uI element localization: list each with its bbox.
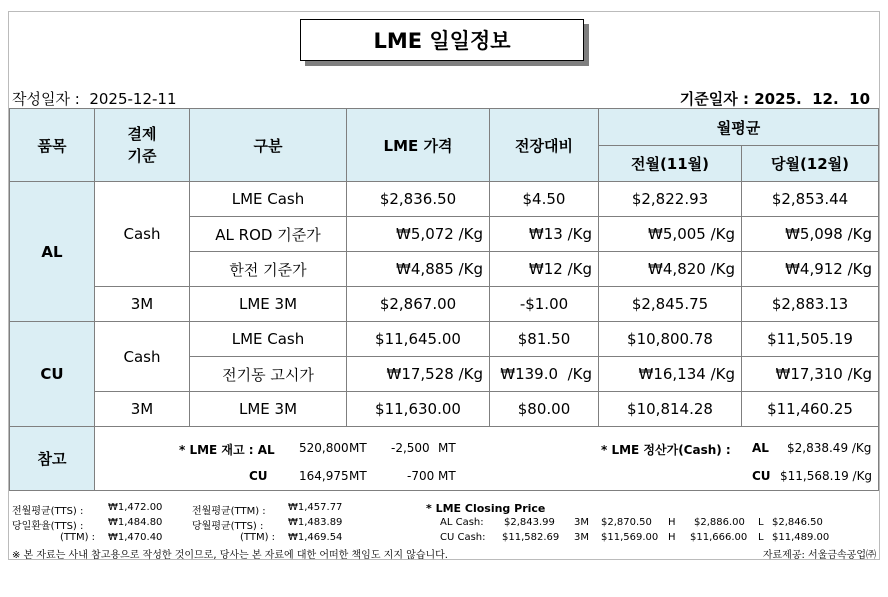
al-3m-label: 3M [574, 517, 589, 528]
al-cash-label: AL Cash: [440, 517, 484, 528]
cu-stock-change: -700 [407, 469, 435, 483]
header-row [10, 109, 879, 146]
prev-cell: ₩4,820 /Kg [599, 252, 742, 287]
cu-settle: $11,568.19 /Kg [780, 469, 873, 483]
change-cell: $4.50 [490, 182, 599, 217]
cu-3m: $11,569.00 [601, 532, 659, 543]
reference-cell [95, 427, 879, 491]
reference-row [10, 427, 879, 491]
change-cell: $80.00 [490, 392, 599, 427]
table-row [10, 322, 879, 357]
prev-cell: ₩16,134 /Kg [599, 357, 742, 392]
div-cell: LME 3M [190, 287, 347, 322]
al-h: $2,886.00 [694, 517, 745, 528]
prev-avg-tts-label: 전월평균(TTS) : [12, 506, 84, 517]
price-cell: ₩5,072 /Kg [347, 217, 490, 252]
base-date-label: 기준일자 : [679, 90, 749, 108]
div-cell: LME Cash [190, 182, 347, 217]
al-settle-label: AL [752, 441, 769, 455]
cur-cell: ₩5,098 /Kg [742, 217, 879, 252]
col-change: 전장대비 [490, 109, 599, 182]
day-tts-label: 당일환율(TTS) : [12, 521, 84, 532]
col-item: 품목 [10, 109, 95, 182]
table-row [10, 392, 879, 427]
prev-cell: $10,800.78 [599, 322, 742, 357]
day-ttm-label: (TTM) : [60, 532, 96, 543]
change-cell: ₩13 /Kg [490, 217, 599, 252]
cu-cash: $11,582.69 [502, 532, 560, 543]
written-date [12, 88, 177, 109]
cu-change-unit: MT [438, 469, 456, 483]
al-stock-unit: MT [349, 441, 367, 455]
div-cell: AL ROD 기준가 [190, 217, 347, 252]
day-ttm: ₩1,470.40 [108, 532, 163, 543]
al-l-label: L [758, 517, 764, 528]
settle-cash: Cash [95, 182, 190, 287]
prev-avg-ttm: ₩1,457.77 [288, 502, 343, 513]
cu-stock-label: CU [249, 469, 268, 483]
cur-cell: $2,853.44 [742, 182, 879, 217]
cur-cell: $2,883.13 [742, 287, 879, 322]
prev-cell: $2,822.93 [599, 182, 742, 217]
div-cell: 전기동 고시가 [190, 357, 347, 392]
al-l: $2,846.50 [772, 517, 823, 528]
col-settle-label: 결제 기준 [127, 125, 157, 165]
col-lme-price: LME 가격 [347, 109, 490, 182]
price-cell: $2,867.00 [347, 287, 490, 322]
closing-title: * LME Closing Price [426, 502, 546, 515]
al-settle: $2,838.49 /Kg [787, 441, 872, 455]
cur-avg-tts: ₩1,483.89 [288, 517, 343, 528]
al-3m: $2,870.50 [601, 517, 652, 528]
settle-3m: 3M [95, 392, 190, 427]
cu-3m-label: 3M [574, 532, 589, 543]
item-cu: CU [10, 322, 95, 427]
cur-cell: ₩17,310 /Kg [742, 357, 879, 392]
written-date-value: 2025-12-11 [89, 90, 177, 108]
change-cell: $81.50 [490, 322, 599, 357]
item-al: AL [10, 182, 95, 322]
prev-cell: ₩5,005 /Kg [599, 217, 742, 252]
al-h-label: H [668, 517, 676, 528]
page-title: LME 일일정보 [300, 19, 584, 61]
settle-3m: 3M [95, 287, 190, 322]
price-cell: $11,645.00 [347, 322, 490, 357]
stock-label: * LME 재고 : AL [179, 443, 275, 457]
price-cell: ₩17,528 /Kg [347, 357, 490, 392]
cu-stock: 164,975 [299, 469, 349, 483]
price-table [9, 108, 879, 491]
al-cash: $2,843.99 [504, 517, 555, 528]
cu-stock-unit: MT [349, 469, 367, 483]
cu-l: $11,489.00 [772, 532, 830, 543]
cur-avg-ttm-label: (TTM) : [240, 532, 276, 543]
table-row [10, 287, 879, 322]
price-cell: ₩4,885 /Kg [347, 252, 490, 287]
cu-h-label: H [668, 532, 676, 543]
col-div: 구분 [190, 109, 347, 182]
al-stock: 520,800 [299, 441, 349, 455]
prev-avg-tts: ₩1,472.00 [108, 502, 163, 513]
change-cell: -$1.00 [490, 287, 599, 322]
table-row [10, 182, 879, 217]
change-cell: ₩139.0 /Kg [490, 357, 599, 392]
written-date-label: 작성일자 : [12, 90, 80, 108]
cu-h: $11,666.00 [690, 532, 748, 543]
al-change-unit: MT [438, 441, 456, 455]
cur-cell: ₩4,912 /Kg [742, 252, 879, 287]
settle-cash: Cash [95, 322, 190, 392]
cu-settle-label: CU [752, 469, 771, 483]
disclaimer: ※ 본 자료는 사내 참고용으로 작성한 것이므로, 당사는 본 자료에 대한 어떠한 책임도 지지 않습니다. [12, 550, 448, 561]
price-cell: $11,630.00 [347, 392, 490, 427]
prev-cell: $10,814.28 [599, 392, 742, 427]
prev-cell: $2,845.75 [599, 287, 742, 322]
div-cell: LME Cash [190, 322, 347, 357]
prev-avg-ttm-label: 전월평균(TTM) : [192, 506, 266, 517]
cur-cell: $11,505.19 [742, 322, 879, 357]
day-tts: ₩1,484.80 [108, 517, 163, 528]
base-date [680, 88, 870, 109]
cur-avg-ttm: ₩1,469.54 [288, 532, 343, 543]
col-settle [95, 109, 190, 182]
base-date-value: 2025. 12. 10 [754, 90, 870, 108]
col-prev-month: 전월(11월) [599, 146, 742, 182]
source-credit: 자료제공: 서울금속공업㈜ [762, 550, 876, 561]
al-stock-change: -2,500 [391, 441, 430, 455]
cur-avg-tts-label: 당월평균(TTS) : [192, 521, 264, 532]
cu-cash-label: CU Cash: [440, 532, 486, 543]
settle-label: * LME 정산가(Cash) : [601, 443, 731, 457]
cu-l-label: L [758, 532, 764, 543]
change-cell: ₩12 /Kg [490, 252, 599, 287]
price-cell: $2,836.50 [347, 182, 490, 217]
cur-cell: $11,460.25 [742, 392, 879, 427]
div-cell: 한전 기준가 [190, 252, 347, 287]
div-cell: LME 3M [190, 392, 347, 427]
col-cur-month: 당월(12월) [742, 146, 879, 182]
reference-label: 참고 [10, 427, 95, 491]
col-monthly-avg: 월평균 [599, 109, 879, 146]
